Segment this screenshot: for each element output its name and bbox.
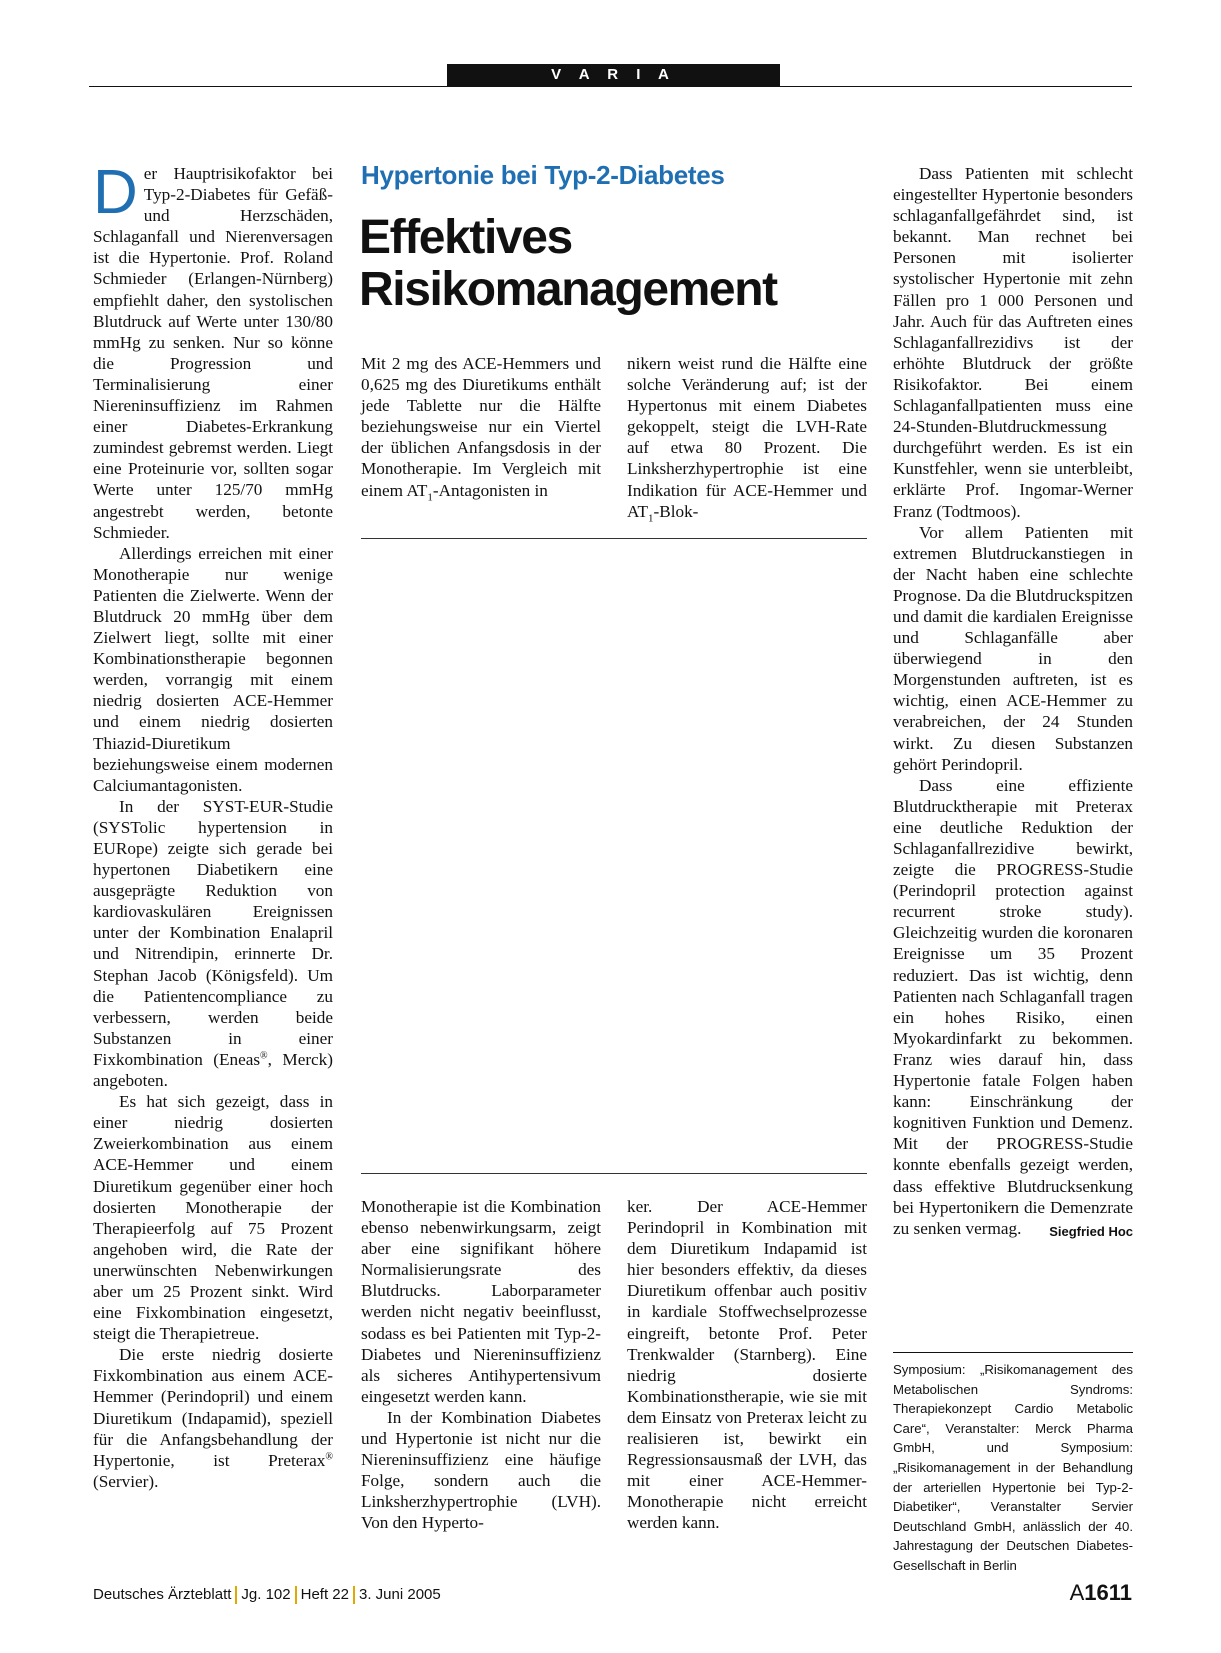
paragraph: Vor allem Patienten mit extremen Blutdruckanstiegen in der Nacht haben eine schlechte Prognose. Da die Blutdruckspitzen und damit die kardialen Ereignisse und Schlaganfälle aber überwiegend in den Morgenstunden auftreten, ist es wichtig, einen ACE-Hemmer zu verabreichen, der 24 Stunden wirkt. Zu diesen Substanzen gehört Perindopril. (893, 522, 1133, 774)
paragraph: Allerdings erreichen mit einer Monotherapie nur wenige Patienten die Zielwerte. Wenn der Blutdruck 20 mmHg über dem Zielwert liegt, sollte mit einer Kombinationstherapie begonnen werden, vorrangig mit einem niedrig dosierten ACE-Hemmer und einem niedrig dosierten Thiazid-Diuretikum beziehungsweise einem modernen Calciumantagonisten. (93, 543, 333, 795)
paragraph: In der Kombination Diabetes und Hypertonie ist nicht nur die Niereninsuffizienz eine häufige Folge, sondern auch die Linksherzhypertrophie (LVH). Von den Hyperto- (361, 1407, 601, 1533)
note-rule (893, 1352, 1133, 1353)
top-rule (89, 86, 1132, 87)
page-number: A1611 (1069, 1580, 1132, 1605)
paragraph: Es hat sich gezeigt, dass in einer niedrig dosierten Zweierkombination aus einem ACE-Hemmer und einem Diuretikum gegenüber einer hoch dosierten Monotherapie der Therapieerfolg auf 75 Prozent angehoben wird, die Rate der unerwünschten Nebenwirkungen aber um 25 Prozent sinkt. Wird eine Fixkombination eingesetzt, steigt die Therapietreue. (93, 1092, 333, 1344)
issue: Heft 22 (300, 1586, 349, 1603)
volume: Jg. 102 (241, 1586, 291, 1603)
paragraph: Mit 2 mg des ACE-Hemmers und 0,625 mg des Diuretikums enthält jede Tablette nur die Hälfte beziehungsweise nur ein Viertel der üblichen Anfangsdosis in der Monotherapie. Im Vergleich mit einem $AT_1$-Antagonisten in (361, 354, 601, 503)
paragraph: nikern weist rund die Hälfte eine solche Veränderung auf; ist der Hypertonus mit einem Diabetes gekoppelt, steigt die LVH-Rate auf etwa 80 Prozent. Die Linksherzhypertrophie ist eine Indikation für ACE-Hemmer und $AT_1-Blok-$ (627, 354, 867, 525)
paragraph: Der Hauptrisikofaktor bei Typ-2-Diabetes für Gefäß- und Herzschäden, Schlaganfall und Nierenversagen ist die Hypertonie. Prof. Roland Schmieder (Erlangen-Nürnberg) empfiehlt daher, den systolischen Blutdruck auf Werte unter 130/80 mmHg zu senken. Nur so könne die Progression und Terminalisierung einer Niereninsuffizienz im Rahmen einer Diabetes-Erkrankung zumindest gebremst werden. Liegt eine Proteinurie vor, sollten sogar Werte unter 125/70 mmHg angestrebt werden, betonte Schmieder. (93, 158, 333, 542)
column-3-bottom (627, 1196, 867, 1534)
journal-name: Deutsches Ärzteblatt (93, 1586, 232, 1603)
middle-bottom-rule (361, 1173, 867, 1174)
paragraph: Dass Patienten mit schlecht eingestellter Hypertonie besonders schlaganfallgefährdet sind, ist bekannt. Man rechnet bei Personen mit isolierter systolischer Hypertonie mit zehn Fällen pro 1 000 Personen und Jahr. Auch für das Auftreten eines Schlaganfallrezidivs ist der erhöhte Blutdruck der größte Risikofaktor. Bei einem Schlaganfallpatienten muss eine 24-Stunden-Blutdruckmessung durchgeführt werden. Es ist ein Kunstfehler, wenn sie unterbleibt, erklärte Prof. Ingomar-Werner Franz (Todtmoos). (893, 164, 1133, 521)
separator (353, 1586, 355, 1604)
separator (295, 1586, 297, 1604)
paragraph: Monotherapie ist die Kombination ebenso nebenwirkungsarm, zeigt aber eine signifikant höhere Normalisierungsrate des Blutdrucks. Laborparameter werden nicht negativ beeinflusst, sodass es bei Patienten mit Typ-2-Diabetes und Niereninsuffizienz als sicheres Antihypertensivum eingesetzt werden kann. (361, 1197, 601, 1406)
issue-date: 3. Juni 2005 (359, 1586, 441, 1603)
paragraph: ker. Der ACE-Hemmer Perindopril in Kombination mit dem Diuretikum Indapamid ist hier besonders effektiv, da dieses Diuretikum offenbar auch positiv in kardiale Stoffwechselprozesse eingreift, betonte Prof. Peter Trenkwalder (Starnberg). Eine niedrig dosierte Kombinationstherapie, wie sie mit dem Einsatz von Preterax leicht zu realisieren ist, bewirkt ein Regressionsausmaß der LVH, das mit einer ACE-Hemmer-Monotherapie nicht erreicht werden kann. (627, 1197, 867, 1533)
separator (235, 1586, 237, 1604)
column-2-bottom (361, 1196, 601, 1534)
page-footer (93, 1586, 1133, 1604)
paragraph: Dass eine effiziente Blutdrucktherapie mit Preterax eine deutliche Reduktion der Schlaganfallrezidive bewirkt, zeigte die PROGRESS-Studie (Perindopril protection against recurrent stroke study). Gleichzeitig wurden die koronaren Ereignisse um 35 Prozent reduziert. Das ist wichtig, denn Patienten nach Schlaganfall tragen ein hohes Risiko, einen Myokardinfarkt zu bekommen. Franz wies darauf hin, dass Hypertonie fatale Folgen haben kann: Einschränkung der kognitiven Funktion und Demenz. Mit der PROGRESS-Studie konnte ebenfalls gezeigt werden, dass effektive Blutdrucksenkung bei Hypertonikern die Demenzrate zu senken vermag. Siegfried Hoc (893, 775, 1133, 1239)
paragraph: Die erste niedrig dosierte Fixkombination aus einem ACE-Hemmer (Perindopril) und einem Diuretikum (Indapamid), speziell für die Anfangsbehandlung der Hypertonie, ist Preterax® (Servier). (93, 1345, 333, 1491)
column-3-top (627, 353, 867, 525)
symposium-note: Symposium: „Risikomanagement des Metabolischen Syndroms: Therapiekonzept Cardio Metabolic Care“, Veranstalter: Merck Pharma GmbH, und Symposium: „Risikomanagement in der Behandlung der arteriellen Hypertonie bei Typ-2-Diabetiker“, Veranstalter Servier Deutschland GmbH, anlässlich der 40. Jahrestagung der Deutschen Diabetes-Gesellschaft in Berlin (893, 1362, 1133, 1573)
article-headline: Effektives Risikomanagement (359, 211, 777, 316)
column-1 (93, 158, 333, 1492)
paragraph: In der SYST-EUR-Studie (SYSTolic hypertension in EURope) zeigte sich gerade bei hypertonen Diabetikern eine ausgeprägte Reduktion von kardiovaskulären Ereignissen unter der Kombination Enalapril und Nitrendipin, erinnerte Dr. Stephan Jacob (Königsfeld). Um die Patientencompliance zu verbessern, werden beide Substanzen in einer Fixkombination (Eneas®, Merck) angeboten. (93, 796, 333, 1091)
section-label: V A R I A (447, 64, 780, 86)
column-2-top (361, 353, 601, 501)
column-4 (893, 163, 1133, 1242)
author-name: Siegfried Hoc (1049, 1223, 1133, 1239)
middle-top-rule (361, 538, 867, 539)
article-kicker: Hypertonie bei Typ-2-Diabetes (361, 160, 725, 190)
drop-cap: D (93, 158, 138, 227)
